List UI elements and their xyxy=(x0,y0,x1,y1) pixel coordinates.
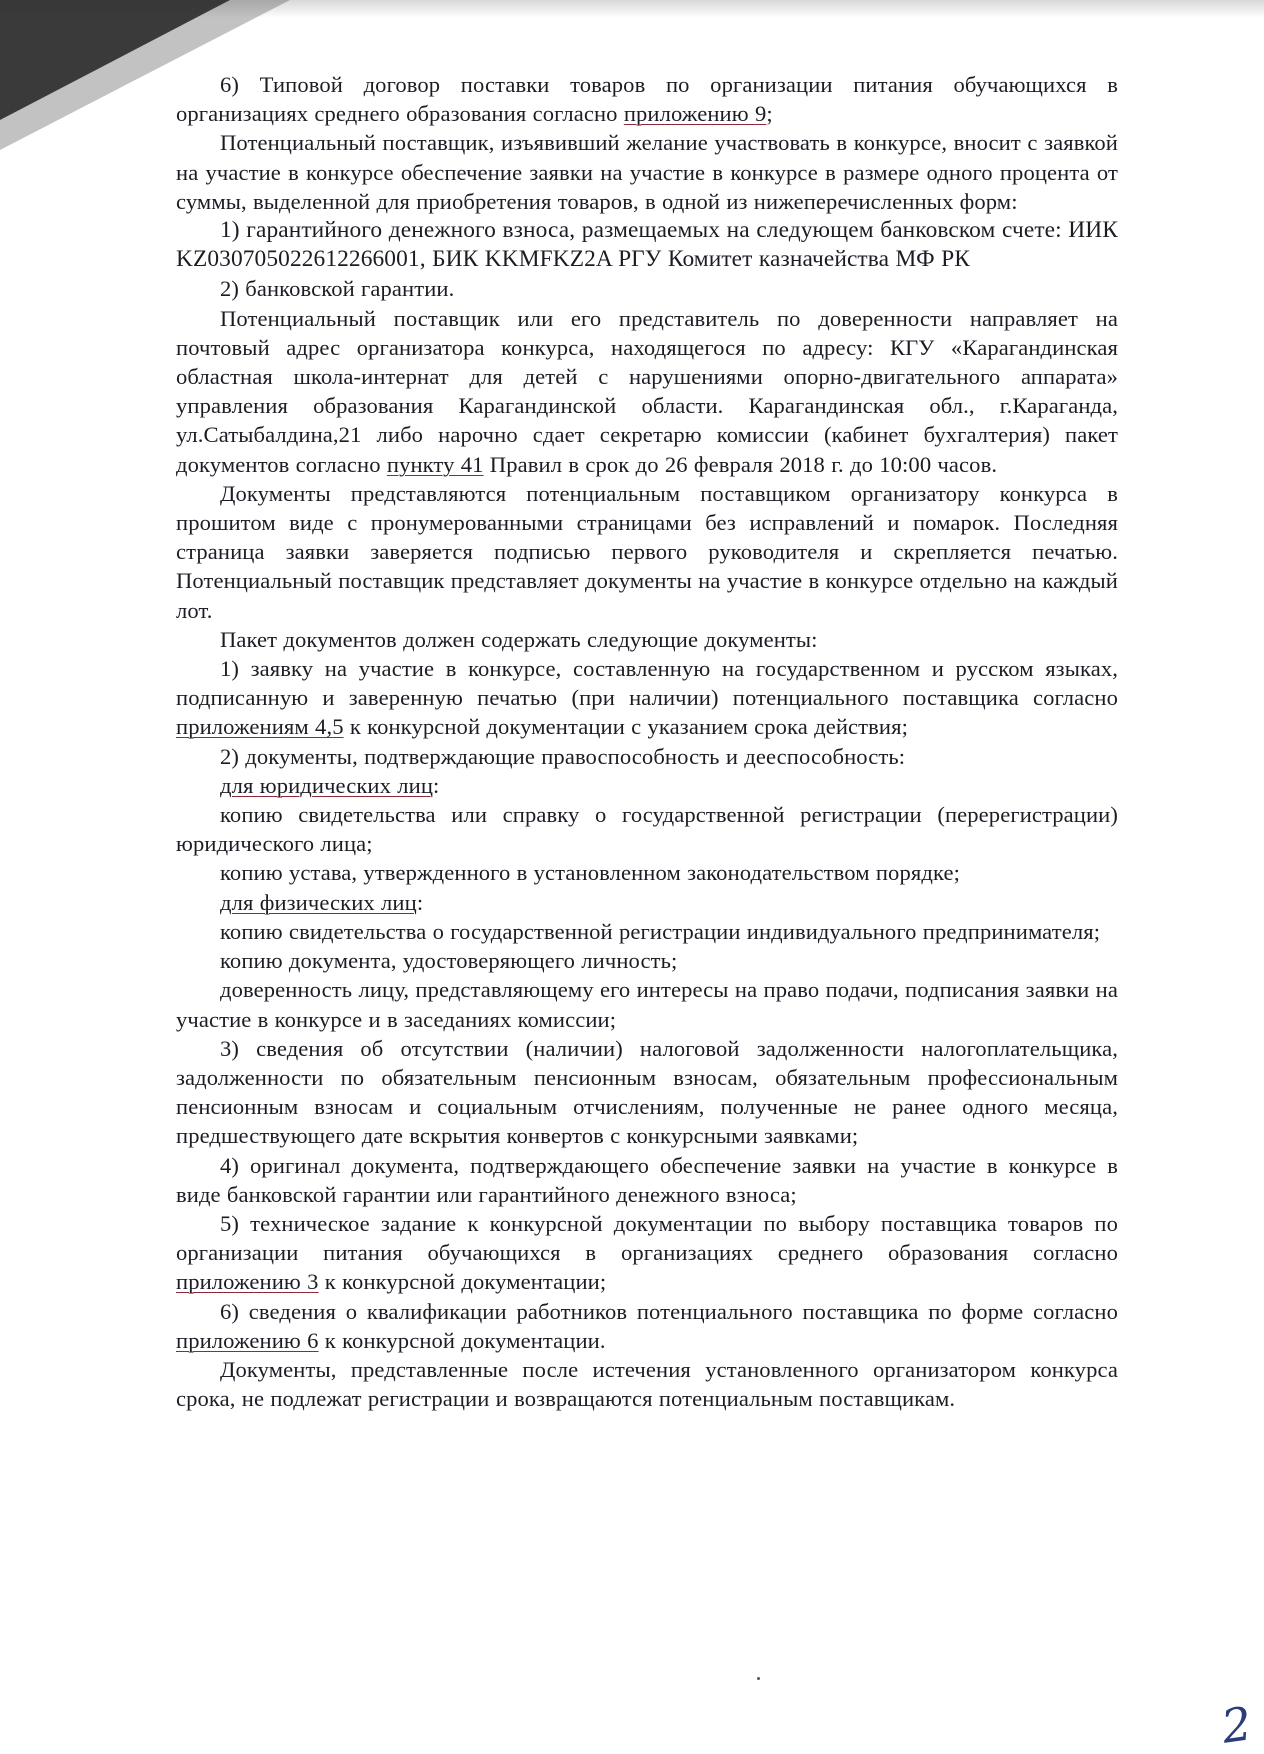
paragraph xyxy=(176,1209,1118,1297)
text-run: ; xyxy=(766,101,773,127)
text-run: 6) сведения о квалификации работников потенциального поставщика по форме согласно xyxy=(220,1298,1118,1324)
text-run: копию устава, утвержденного в установленном законодательством порядке; xyxy=(220,860,960,886)
text-run: 1) заявку на участие в конкурсе, составленную на государственном и русском языках, подписанную и заверенную печатью (при наличии) потенциального поставщика согласно xyxy=(176,656,1118,711)
text-run: Пакет документов должен содержать следующие документы: xyxy=(220,626,818,652)
underlined-reference: пункту 41 xyxy=(386,451,484,477)
text-run: доверенность лицу, представляющему его интересы на право подачи, подписания заявки на участие в конкурсе и в заседаниях комиссии; xyxy=(176,977,1118,1032)
paragraph xyxy=(176,858,1118,887)
paragraph xyxy=(176,479,1118,625)
text-run: к конкурсной документации. xyxy=(318,1327,606,1353)
underlined-reference: приложению 6 xyxy=(176,1327,319,1353)
underlined-reference: приложению 9 xyxy=(623,101,767,127)
text-run: 5) техническое задание к конкурсной документации по выбору поставщика товаров по организации питания обучающихся в организациях среднего образования согласно xyxy=(176,1210,1118,1266)
text-run: копию документа, удостоверяющего личность; xyxy=(220,948,678,974)
paragraph xyxy=(176,216,1118,274)
underlined-reference: приложению 3 xyxy=(176,1269,319,1295)
paragraph xyxy=(176,1151,1118,1209)
paragraph xyxy=(176,70,1118,128)
document-body xyxy=(176,70,1118,1413)
text-run: 2) банковской гарантии. xyxy=(220,276,455,302)
paragraph xyxy=(176,742,1118,771)
paragraph xyxy=(176,625,1118,654)
paragraph xyxy=(176,946,1118,975)
paragraph xyxy=(176,917,1118,946)
text-run: : xyxy=(416,889,424,915)
text-run: копию свидетельства о государственной регистрации индивидуального предпринимателя; xyxy=(220,918,1101,944)
underlined-reference: для физических лиц xyxy=(220,889,417,915)
paragraph xyxy=(176,1034,1118,1151)
text-run: к конкурсной документации; xyxy=(318,1269,607,1295)
text-run: копию свидетельства или справку о государственной регистрации (перерегистрации) юридического лица; xyxy=(176,802,1118,857)
paragraph xyxy=(176,771,1118,800)
paragraph xyxy=(176,274,1118,303)
text-run: 2) документы, подтверждающие правоспособность и дееспособность: xyxy=(220,743,906,769)
text-run: Потенциальный поставщик, изъявивший желание участвовать в конкурсе, вносит с заявкой на участие в конкурсе обеспечение заявки на участие в конкурсе в размере одного процента от суммы, выделенной для приобретения товаров, в одной из нижеперечисленных форм: xyxy=(176,130,1118,214)
scan-speck xyxy=(757,1677,760,1680)
paragraph xyxy=(176,800,1118,858)
text-run: : xyxy=(433,772,440,798)
text-run: Документы представляются потенциальным поставщиком организатору конкурса в прошитом виде с пронумерованными страницами без исправлений и помарок. Последняя страница заявки заверяется подписью первого руководителя и скрепляется печатью. Потенциальный поставщик представляет документы на участие в конкурсе отдельно на каждый лот. xyxy=(176,480,1118,623)
paragraph xyxy=(176,1355,1118,1413)
paragraph xyxy=(176,1297,1118,1355)
text-run: 4) оригинал документа, подтверждающего обеспечение заявки на участие в конкурсе в виде банковской гарантии или гарантийного денежного взноса; xyxy=(176,1152,1118,1207)
paragraph xyxy=(176,128,1118,216)
paragraph xyxy=(176,975,1118,1033)
text-run: Правил в срок до 26 февраля 2018 г. до 10:00 часов. xyxy=(483,451,998,477)
text-run: 1) гарантийного денежного взноса, размещаемых на следующем банковском счете: ИИК KZ030705022612266001, БИК KKMFKZ2A РГУ Комитет казначейства МФ РК xyxy=(176,217,1118,273)
text-run: Потенциальный поставщик или его представитель по доверенности направляет на почтовый адрес организатора конкурса, находящегося по адресу: КГУ «Карагандинская областная школа-интернат для детей с нарушениями опорно-двигательного аппарата» управления образования Карагандинской области. Карагандинская обл., г.Караганда, ул.Сатыбалдина,21 либо нарочно сдает секретарю комиссии (кабинет бухгалтерия) пакет документов согласно xyxy=(176,305,1118,477)
underlined-reference: приложениям 4,5 xyxy=(176,714,344,740)
text-run: 3) сведения об отсутствии (наличии) налоговой задолженности налогоплательщика, задолженности по обязательным пенсионным взносам, обязательным профессиональным пенсионным взносам и социальным отчислениям, полученные не ранее одного месяца, предшествующего дате вскрытия конвертов с конкурсными заявками; xyxy=(176,1035,1118,1149)
handwritten-page-mark: 2 xyxy=(1218,1696,1255,1754)
text-run: 6) Типовой договор поставки товаров по организации питания обучающихся в организациях среднего образования согласно xyxy=(176,72,1118,127)
paragraph xyxy=(176,654,1118,742)
paragraph xyxy=(176,304,1118,479)
text-run: к конкурсной документации с указанием срока действия; xyxy=(343,714,908,740)
text-run: Документы, представленные после истечения установленного организатором конкурса срока, не подлежат регистрации и возвращаются потенциальным поставщикам. xyxy=(176,1356,1118,1412)
paragraph xyxy=(176,888,1118,917)
underlined-reference: для юридических лиц xyxy=(220,772,434,798)
